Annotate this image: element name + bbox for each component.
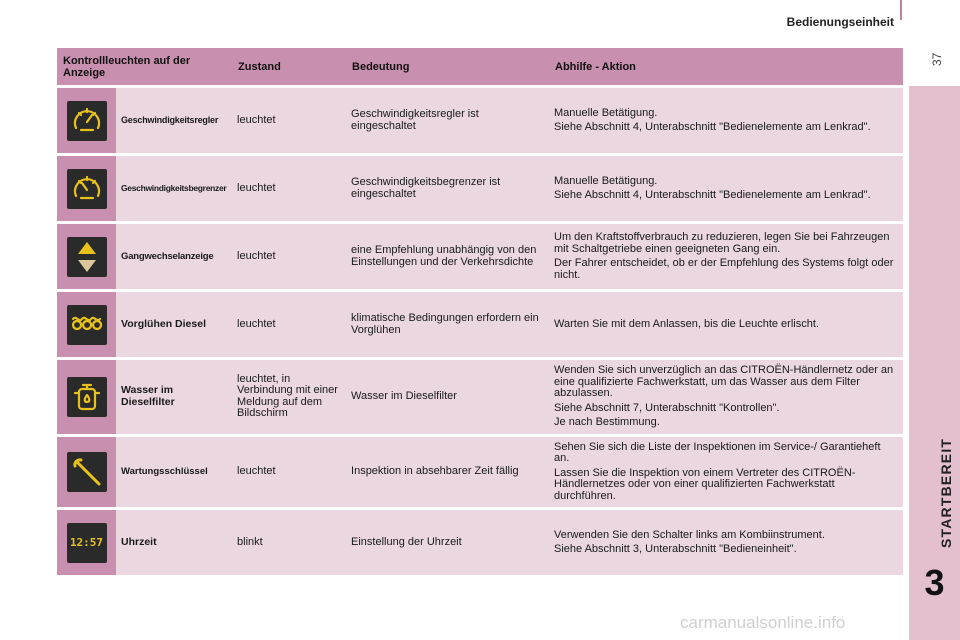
- action-text: Sehen Sie sich die Liste der Inspektionen im Service-/ Garantieheft an.: [554, 440, 881, 464]
- warning-lights-table: [57, 45, 903, 578]
- icon-cell: [57, 88, 116, 153]
- action-text: Siehe Abschnitt 3, Unterabschnitt "Bedieneinheit".: [554, 543, 797, 555]
- state-cell: leuchtet: [232, 156, 346, 221]
- action-cell: [549, 292, 903, 357]
- water-in-diesel-icon: [67, 377, 107, 417]
- meaning-cell: Geschwindigkeitsregler ist eingeschaltet: [346, 88, 549, 153]
- indicator-name: Geschwindigkeitsbegrenzer: [116, 156, 232, 221]
- meaning-cell: Geschwindigkeitsbegrenzer ist eingeschaltet: [346, 156, 549, 221]
- chapter-side-tab: [909, 86, 960, 640]
- action-text: Siehe Abschnitt 4, Unterabschnitt "Bedienelemente am Lenkrad".: [554, 121, 871, 133]
- state-cell: leuchtet, in Verbindung mit einer Meldung auf dem Bildschirm: [232, 360, 346, 434]
- state-cell: blinkt: [232, 510, 346, 575]
- indicator-name: Wartungsschlüssel: [116, 437, 232, 508]
- table-row: [57, 156, 903, 221]
- icon-cell: [57, 510, 116, 575]
- page-number: 37: [930, 52, 944, 66]
- table-row: [57, 292, 903, 357]
- indicator-name: Uhrzeit: [116, 510, 232, 575]
- speed-regulator-icon: [67, 101, 107, 141]
- indicator-name: Wasser im Dieselfilter: [116, 360, 232, 434]
- glow-plug-icon: [67, 305, 107, 345]
- column-header-indicator: Kontrollleuchten auf der Anzeige: [57, 48, 232, 85]
- table-row: [57, 88, 903, 153]
- wrench-icon: [67, 452, 107, 492]
- action-cell: [549, 224, 903, 289]
- section-title: Bedienungseinheit: [786, 15, 894, 29]
- action-text: Lassen Sie die Inspektion von einem Vertreter des CITROËN-Händlernetzes oder von einer qualifizierten Fachwerkstatt durchführen.: [554, 466, 856, 502]
- meaning-cell: Wasser im Dieselfilter: [346, 360, 549, 434]
- meaning-cell: Inspektion in absehbarer Zeit fällig: [346, 437, 549, 508]
- indicator-name: Geschwindigkeitsregler: [116, 88, 232, 153]
- action-text: Je nach Bestimmung.: [554, 416, 660, 428]
- action-text: Manuelle Betätigung.: [554, 106, 658, 119]
- state-cell: leuchtet: [232, 88, 346, 153]
- state-cell: leuchtet: [232, 292, 346, 357]
- action-text: Siehe Abschnitt 7, Unterabschnitt "Kontrollen".: [554, 401, 780, 414]
- table-row: [57, 360, 903, 434]
- icon-cell: [57, 437, 116, 508]
- icon-cell: [57, 156, 116, 221]
- action-cell: [549, 88, 903, 153]
- gear-shift-indicator-icon: [67, 237, 107, 277]
- action-cell: [549, 360, 903, 434]
- state-cell: leuchtet: [232, 224, 346, 289]
- watermark: carmanualsonline.info: [680, 613, 846, 632]
- column-header-action: Abhilfe - Aktion: [549, 48, 903, 85]
- meaning-cell: klimatische Bedingungen erfordern ein Vorglühen: [346, 292, 549, 357]
- action-text: Manuelle Betätigung.: [554, 174, 658, 187]
- action-text: Warten Sie mit dem Anlassen, bis die Leuchte erlischt.: [554, 317, 819, 330]
- action-text: Der Fahrer entscheidet, ob er der Empfehlung des Systems folgt oder nicht.: [554, 257, 894, 281]
- indicator-name: Vorglühen Diesel: [116, 292, 232, 357]
- speed-limiter-icon: [67, 169, 107, 209]
- action-cell: [549, 156, 903, 221]
- icon-cell: [57, 224, 116, 289]
- action-text: Wenden Sie sich unverzüglich an das CITROËN-Händlernetz oder an eine qualifizierte Fachwerkstatt, um das Wasser aus dem Filter abzulassen.: [554, 364, 894, 399]
- table-row: [57, 224, 903, 289]
- state-cell: leuchtet: [232, 437, 346, 508]
- chapter-number: 3: [924, 562, 945, 603]
- meaning-cell: eine Empfehlung unabhängig von den Einstellungen und der Verkehrsdichte: [346, 224, 549, 289]
- action-text: Verwenden Sie den Schalter links am Kombiinstrument.: [554, 528, 825, 541]
- header-divider: [900, 0, 902, 20]
- indicator-name: Gangwechselanzeige: [116, 224, 232, 289]
- table-row: [57, 437, 903, 508]
- clock-display-icon: [67, 523, 107, 563]
- table-row: [57, 510, 903, 575]
- icon-cell: [57, 292, 116, 357]
- meaning-cell: Einstellung der Uhrzeit: [346, 510, 549, 575]
- action-text: Um den Kraftstoffverbrauch zu reduzieren, legen Sie bei Fahrzeugen mit Schaltgetriebe einen geeigneten Gang ein.: [554, 231, 890, 255]
- action-text: Siehe Abschnitt 4, Unterabschnitt "Bedienelemente am Lenkrad".: [554, 189, 871, 201]
- table-header-row: [57, 48, 903, 85]
- column-header-state: Zustand: [232, 48, 346, 85]
- icon-cell: [57, 360, 116, 434]
- action-cell: [549, 510, 903, 575]
- clock-display-text: 12:57: [69, 535, 104, 549]
- chapter-label: STARTBEREIT: [938, 437, 954, 548]
- action-cell: [549, 437, 903, 508]
- column-header-meaning: Bedeutung: [346, 48, 549, 85]
